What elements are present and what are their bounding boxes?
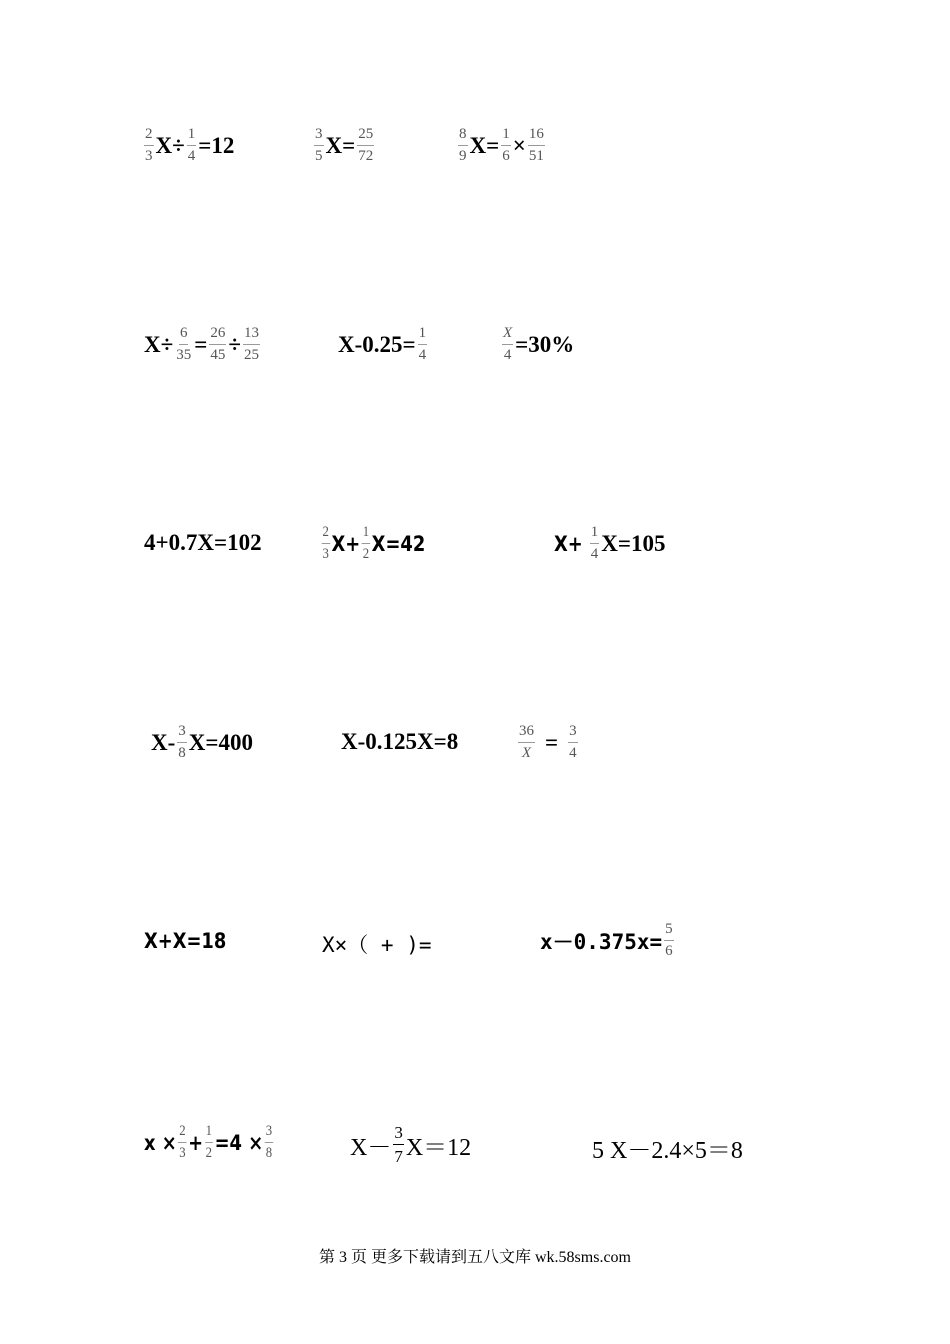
equation-text: X+ xyxy=(554,531,583,556)
equation-text: X=400 xyxy=(188,729,253,755)
equation-r4c2 xyxy=(341,729,458,755)
equation-text: X= xyxy=(325,132,356,158)
fraction: $\frac{5}{6}$ xyxy=(665,921,673,959)
fraction: $\frac{1}{4}$ xyxy=(187,126,196,164)
fraction: $\frac{3}{8}$ xyxy=(265,1123,273,1161)
fraction: $\frac{3}{7}$ xyxy=(394,1123,403,1166)
fraction: $\frac{25}{72}$ xyxy=(358,126,374,164)
equation-text: X= xyxy=(469,132,500,158)
equation-text: = xyxy=(194,331,208,357)
equation-r1c3 xyxy=(456,127,547,164)
fraction: $\frac{2}{3}$ xyxy=(179,1123,186,1161)
fraction: $\frac{3}{8}$ xyxy=(178,723,186,761)
equation-text: X÷ xyxy=(155,132,185,158)
equation-text: =4 × xyxy=(214,1130,264,1155)
equation-text: X-0.25= xyxy=(338,331,416,357)
fraction: $\frac{2}{3}$ xyxy=(145,126,153,164)
equation-text: = xyxy=(545,729,559,755)
equation-r2c3 xyxy=(500,326,574,363)
fraction: $\frac{1}{2}$ xyxy=(205,1123,213,1161)
equation-r5c1 xyxy=(144,929,226,953)
fraction: $\frac{8}{9}$ xyxy=(459,126,467,164)
equation-text: + xyxy=(188,1130,204,1155)
equation-r4c3 xyxy=(516,724,580,761)
fraction: $\frac{2}{3}$ xyxy=(322,524,329,562)
equation-text: X－ xyxy=(350,1135,392,1161)
equation-r3c2 xyxy=(320,525,425,562)
fraction: $\frac{36}{X}$ xyxy=(519,723,534,761)
fraction: $\frac{X}{4}$ xyxy=(503,325,513,363)
equation-text: X=42 xyxy=(371,531,426,556)
equation-r5c2 xyxy=(322,929,432,959)
equation-text: ÷ xyxy=(228,331,241,357)
fraction: $\frac{16}{51}$ xyxy=(528,126,544,164)
fraction: $\frac{1}{4}$ xyxy=(418,325,427,363)
fraction: $\frac{6}{35}$ xyxy=(176,325,192,363)
equation-r6c2 xyxy=(350,1124,471,1165)
equation-text: =30% xyxy=(515,331,575,357)
equation-r1c1 xyxy=(142,127,234,164)
fraction: $\frac{1}{2}$ xyxy=(362,524,370,562)
equation-text: X+X=18 xyxy=(144,929,227,953)
equation-text: 4+0.7X=102 xyxy=(144,530,262,555)
equation-text: x × xyxy=(144,1130,177,1155)
equation-r5c3 xyxy=(540,922,676,959)
fraction: $\frac{13}{25}$ xyxy=(243,325,259,363)
fraction: $\frac{26}{45}$ xyxy=(210,325,226,363)
equation-text: X=105 xyxy=(601,530,666,556)
equation-text: × xyxy=(512,132,526,158)
equation-r3c1 xyxy=(144,530,262,556)
equation-r4c1 xyxy=(151,724,253,761)
equation-text: 5 X－2.4×5＝8 xyxy=(592,1138,743,1164)
fraction: $\frac{1}{6}$ xyxy=(502,126,510,164)
equation-text: X÷ xyxy=(144,331,174,357)
fraction: $\frac{3}{4}$ xyxy=(569,723,577,761)
page-footer: 第 3 页 更多下载请到五八文库 wk.58sms.com xyxy=(318,1249,631,1266)
equation-text: X×（ + )= xyxy=(322,933,432,957)
equation-r2c2 xyxy=(338,326,429,363)
equation-r3c3 xyxy=(554,525,666,562)
equation-text: X+ xyxy=(331,531,361,556)
equation-text: X-0.125X=8 xyxy=(341,729,459,754)
fraction: $\frac{1}{4}$ xyxy=(590,524,599,562)
equation-r6c3 xyxy=(592,1130,743,1165)
equation-r1c2 xyxy=(312,127,376,164)
fraction: $\frac{3}{5}$ xyxy=(315,126,323,164)
equation-r2c1 xyxy=(144,326,262,363)
equation-text: X＝12 xyxy=(405,1135,472,1161)
equation-text: X- xyxy=(151,729,176,755)
equation-r6c1 xyxy=(144,1124,275,1161)
equation-text: =12 xyxy=(198,132,235,158)
equation-text: x－0.375x= xyxy=(540,929,663,954)
